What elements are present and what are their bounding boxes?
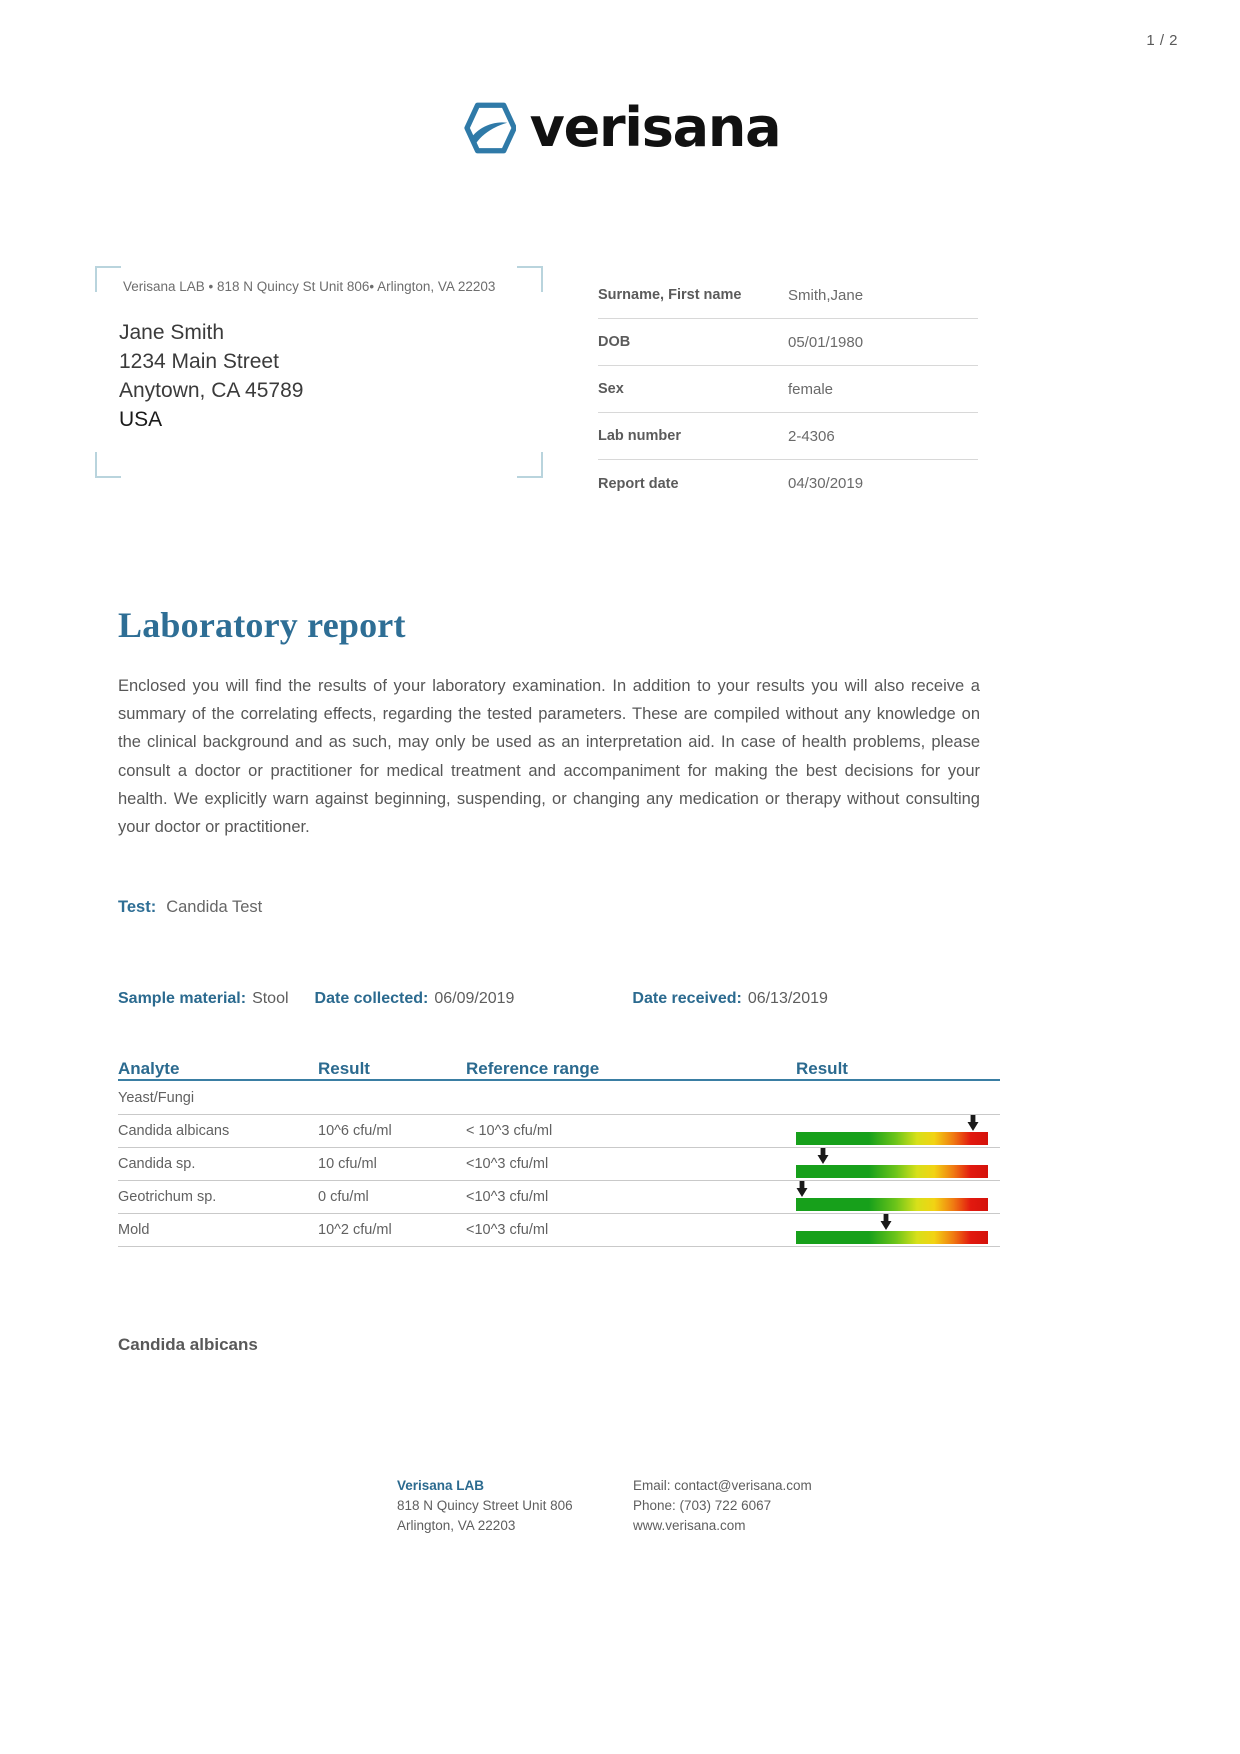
patient-value-lab-number: 2-4306 [788, 427, 835, 445]
recipient-address [119, 318, 303, 434]
column-header-analyte: Analyte [118, 1059, 180, 1078]
analyte-reference-range: <10^3 cfu/ml [466, 1222, 549, 1238]
brand-name: verisana [529, 96, 781, 159]
gauge-marker-arrow-icon [966, 1115, 980, 1131]
result-gauge [796, 1115, 1000, 1148]
analyte-name: Candida albicans [118, 1123, 230, 1139]
footer-email[interactable]: Email: contact@verisana.com [633, 1478, 812, 1493]
patient-value-sex: female [788, 380, 834, 398]
column-header-result-bar: Result [796, 1059, 848, 1078]
page-indicator: 1 / 2 [1146, 32, 1178, 49]
analyte-reference-range: <10^3 cfu/ml [466, 1156, 549, 1172]
analyte-result: 0 cfu/ml [318, 1189, 369, 1205]
patient-label-report-date: Report date [598, 475, 679, 492]
patient-row-dob [598, 319, 978, 366]
analyte-reference-range: <10^3 cfu/ml [466, 1189, 549, 1205]
corner-bracket-top-left [95, 266, 121, 292]
date-received-label: Date received: [632, 990, 742, 1007]
result-gauge [796, 1148, 1000, 1181]
address-block [95, 266, 543, 478]
patient-label-name: Surname, First name [598, 287, 742, 303]
analyte-reference-range: < 10^3 cfu/ml [466, 1123, 553, 1139]
patient-info-table [598, 272, 978, 507]
test-value: Candida Test [166, 898, 263, 916]
hexagon-leaf-icon [460, 100, 516, 156]
column-header-reference-range: Reference range [466, 1059, 600, 1078]
table-row [118, 1148, 1000, 1181]
gauge-marker-arrow-icon [879, 1214, 893, 1230]
patient-row-name [598, 272, 978, 319]
page-title: Laboratory report [118, 605, 406, 645]
test-line [118, 898, 262, 917]
analyte-group-label: Yeast/Fungi [118, 1089, 195, 1106]
corner-bracket-bottom-left [95, 452, 121, 478]
footer-website[interactable]: www.verisana.com [633, 1518, 746, 1533]
gradient-bar [796, 1165, 988, 1178]
gradient-bar [796, 1132, 988, 1145]
sender-address-line: Verisana LAB • 818 N Quincy St Unit 806• Arlington, VA 22203 [123, 279, 496, 294]
corner-bracket-top-right [517, 266, 543, 292]
analyte-result: 10 cfu/ml [318, 1156, 377, 1172]
column-header-result: Result [318, 1059, 370, 1078]
recipient-line-2: 1234 Main Street [119, 350, 279, 373]
gradient-bar [796, 1198, 988, 1211]
brand-logo [0, 96, 1240, 159]
table-row [118, 1214, 1000, 1247]
analyte-name: Geotrichum sp. [118, 1189, 217, 1205]
footer-street: 818 N Quincy Street Unit 806 [397, 1498, 573, 1513]
date-collected-label: Date collected: [314, 990, 429, 1007]
gauge-marker-arrow-icon [795, 1181, 809, 1197]
recipient-line-1: Jane Smith [119, 321, 225, 344]
page-footer [0, 1476, 1240, 1536]
analyte-result: 10^2 cfu/ml [318, 1222, 392, 1238]
sample-info-line [118, 990, 980, 1008]
date-received-value: 06/13/2019 [747, 990, 828, 1007]
results-table-header [118, 1045, 1000, 1081]
analyte-name: Mold [118, 1222, 150, 1238]
recipient-line-4: USA [119, 408, 163, 431]
footer-lab-name: Verisana LAB [397, 1478, 485, 1493]
footer-lab-address [397, 1476, 597, 1536]
patient-row-report-date [598, 460, 978, 507]
results-table [118, 1045, 1000, 1247]
test-label: Test: [118, 898, 157, 916]
footer-city: Arlington, VA 22203 [397, 1518, 516, 1533]
gauge-marker-arrow-icon [816, 1148, 830, 1164]
patient-label-dob: DOB [598, 334, 631, 350]
patient-label-lab-number: Lab number [598, 428, 681, 444]
footer-phone: Phone: (703) 722 6067 [633, 1498, 772, 1513]
date-collected-value: 06/09/2019 [434, 990, 515, 1007]
intro-paragraph: Enclosed you will find the results of your laboratory examination. In addition to your results you will also receive a summary of the correlating effects, regarding the tested parameters. These are compiled without any knowledge on the clinical background and as such, may only be used as an interpretation aid. In case of health problems, please consult a doctor or practitioner for medical treatment and accompaniment for making the best decisions for your health. We explicitly warn against beginning, suspending, or changing any medication or therapy without consulting your doctor or practitioner. [118, 677, 980, 837]
gradient-bar [796, 1231, 988, 1244]
patient-value-name: Smith,Jane [788, 286, 864, 304]
table-row [118, 1181, 1000, 1214]
patient-row-lab-number [598, 413, 978, 460]
table-row [118, 1115, 1000, 1148]
sample-material-label: Sample material: [118, 990, 247, 1007]
result-gauge [796, 1214, 1000, 1247]
patient-row-sex [598, 366, 978, 413]
corner-bracket-bottom-right [517, 452, 543, 478]
analyte-result: 10^6 cfu/ml [318, 1123, 392, 1139]
sample-material-value: Stool [252, 990, 289, 1007]
patient-label-sex: Sex [598, 381, 624, 397]
result-gauge [796, 1181, 1000, 1214]
table-row-group-heading [118, 1081, 1000, 1115]
patient-value-report-date: 04/30/2019 [788, 475, 864, 492]
analyte-name: Candida sp. [118, 1156, 196, 1172]
footer-contact [633, 1476, 843, 1536]
recipient-line-3: Anytown, CA 45789 [119, 379, 304, 402]
detail-section-title: Candida albicans [118, 1335, 258, 1354]
patient-value-dob: 05/01/1980 [788, 333, 864, 351]
